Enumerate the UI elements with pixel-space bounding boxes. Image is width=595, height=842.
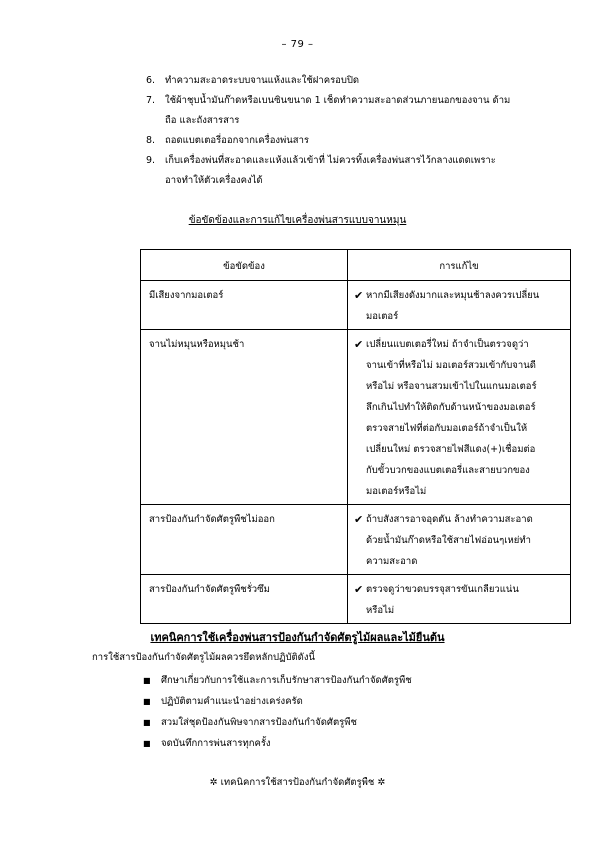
list-item	[143, 712, 543, 733]
solution-line: เปลี่ยนแบตเตอรี่ใหม่ ถ้าจำเป็นตรวจดูว่า	[366, 339, 529, 350]
intro-text: การใช้สารป้องกันกำจัดศัตรูไม้ผลควรยึดหลักปฏิบัติดังนี้	[92, 652, 315, 663]
solution-line: หรือไม่ หรือจานสวมเข้าไปในแกนมอเตอร์	[366, 381, 537, 392]
list-item-line: อาจทำให้ตัวเครื่องคงได้	[165, 175, 263, 186]
problem-cell: จานไม่หมุนหรือหมุนช้า	[141, 330, 348, 505]
table-header-problem: ข้อขัดข้อง	[141, 250, 348, 281]
bullet-list	[143, 670, 543, 754]
check-icon: ✔	[354, 513, 364, 526]
troubleshooting-table	[140, 249, 571, 624]
bullet-text: สวมใส่ชุดป้องกันพิษจากสารป้องกันกำจัดศัตรูพืช	[161, 717, 357, 728]
list-item-line: ใช้ผ้าชุบน้ำมันก๊าดหรือเบนซินขนาด 1 เช็ดทำความสะอาดส่วนภายนอกของจาน ด้าม	[165, 95, 511, 106]
list-item	[143, 670, 543, 691]
list-item-text	[165, 91, 546, 131]
solution-line: มอเตอร์	[366, 311, 399, 322]
list-item-number: 8.	[146, 135, 156, 146]
solution-line: หากมีเสียงดังมากและหมุนช้าลงควรเปลี่ยน	[366, 290, 540, 301]
table-header-row	[141, 250, 571, 281]
list-item-line: ถอดแบตเตอรี่ออกจากเครื่องพ่นสาร	[165, 135, 310, 146]
table-row	[141, 330, 571, 505]
list-item-number: 6.	[146, 75, 156, 86]
solution-cell	[348, 330, 571, 505]
list-item-text	[165, 71, 546, 91]
square-bullet-icon: ■	[143, 676, 151, 685]
list-item-line: เก็บเครื่องพ่นที่สะอาดและแห้งแล้วเข้าที่ ไม่ควรทิ้งเครื่องพ่นสารไว้กลางแดดเพราะ	[165, 155, 496, 166]
problem-cell: มีเสียงจากมอเตอร์	[141, 281, 348, 330]
page-number: – 79 –	[281, 39, 314, 50]
table-row	[141, 575, 571, 624]
bullet-text: ศึกษาเกี่ยวกับการใช้และการเก็บรักษาสารป้องกันกำจัดศัตรูพืช	[161, 675, 412, 686]
solution-line: ตรวจดูว่าขวดบรรจุสารขันเกลียวแน่น	[366, 584, 519, 595]
cleaning-steps-list	[146, 71, 546, 191]
square-bullet-icon: ■	[143, 697, 151, 706]
list-item-line: ทำความสะอาดระบบจานแห้งและใช้ฝาครอบปิด	[165, 75, 360, 86]
bullet-text: ปฏิบัติตามคำแนะนำอย่างเคร่งครัด	[161, 696, 303, 707]
solution-line: หรือไม่	[366, 605, 395, 616]
list-item	[146, 131, 546, 151]
table-title: ข้อขัดข้องและการแก้ไขเครื่องพ่นสารแบบจานหมุน	[188, 215, 407, 226]
list-item-number: 9.	[146, 155, 156, 166]
section-title: เทคนิคการใช้เครื่องพ่นสารป้องกันกำจัดศัตรูไม้ผลและไม้ยืนต้น	[150, 631, 445, 644]
solution-line: ลึกเกินไปทำให้ติดกับด้านหน้าของมอเตอร์	[366, 402, 536, 413]
solution-line: มอเตอร์หรือไม่	[366, 486, 427, 497]
square-bullet-icon: ■	[143, 739, 151, 748]
bullet-text: จดบันทึกการพ่นสารทุกครั้ง	[161, 738, 271, 749]
solution-cell	[348, 505, 571, 575]
list-item-line: ถือ และถังสารสาร	[165, 115, 240, 126]
list-item-text	[165, 151, 546, 191]
solution-line: ความสะอาด	[366, 556, 418, 567]
table-header-solution: การแก้ไข	[348, 250, 571, 281]
solution-line: ด้วยน้ำมันก๊าดหรือใช้สายไฟอ่อนๆเหย่ทำ	[366, 535, 531, 546]
table-row	[141, 505, 571, 575]
list-item	[146, 71, 546, 91]
check-icon: ✔	[354, 583, 364, 596]
solution-line: เปลี่ยนใหม่ ตรวจสายไฟสีแดง(+)เชื่อมต่อ	[366, 444, 536, 455]
list-item	[146, 91, 546, 131]
list-item	[143, 691, 543, 712]
problem-cell: สารป้องกันกำจัดศัตรูพืชไม่ออก	[141, 505, 348, 575]
table-row	[141, 281, 571, 330]
check-icon: ✔	[354, 289, 364, 302]
solution-line: ถ้าบสังสารอาจอุดตัน ล้างทำความสะอาด	[366, 514, 533, 525]
solution-cell	[348, 281, 571, 330]
check-icon: ✔	[354, 338, 364, 351]
square-bullet-icon: ■	[143, 718, 151, 727]
footer-text: ✲ เทคนิคการใช้สารป้องกันกำจัดศัตรูพืช ✲	[209, 777, 386, 788]
list-item	[143, 733, 543, 754]
solution-line: กับขั้วบวกของแบตเตอรี่และสายบวกของ	[366, 465, 530, 476]
list-item	[146, 151, 546, 191]
solution-cell	[348, 575, 571, 624]
list-item-text	[165, 131, 546, 151]
solution-line: ตรวจสายไฟที่ต่อกับมอเตอร์ถ้าจำเป็นให้	[366, 423, 528, 434]
list-item-number: 7.	[146, 95, 156, 106]
problem-cell: สารป้องกันกำจัดศัตรูพืชรั่วซึม	[141, 575, 348, 624]
solution-line: จานเข้าที่หรือไม่ มอเตอร์สวมเข้ากับจานดี	[366, 360, 536, 371]
